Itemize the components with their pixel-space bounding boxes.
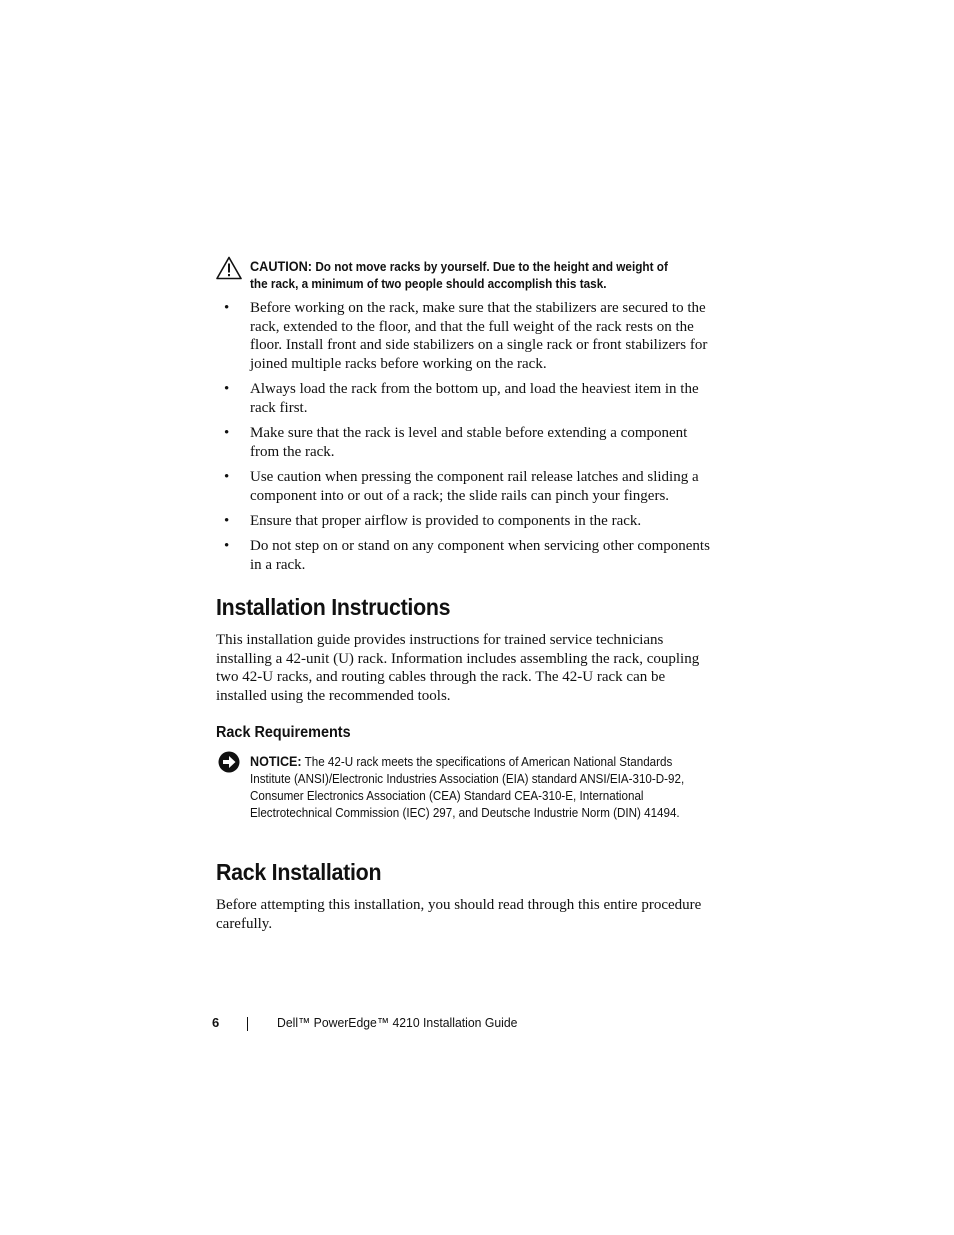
list-item: • Ensure that proper airflow is provided to components in the rack. (224, 513, 642, 530)
section-body-rack-installation: Before attempting this installation, you should read through this entire procedure carefully. (216, 897, 702, 932)
list-item: • Do not step on or stand on any component when servicing other components in a rack. (224, 538, 710, 573)
footer-divider (247, 1017, 248, 1031)
notice-label: NOTICE: (250, 754, 302, 769)
section-heading-rack-installation: Rack Installation (216, 859, 382, 885)
list-item: • Before working on the rack, make sure that the stabilizers are secured to the rack, extended to the floor, and that the full weight of the rack rests on the floor. Install front and side stabilizers on a single rack or front stabilizers for joined multiple racks before working on the rack. (224, 300, 708, 373)
notice-message: The 42-U rack meets the specifications of American National Standards Institute (ANSI)/Electronic Industries Association (EIA) standard ANSI/EIA-310-D-92, Consumer Electronics Association (CEA) Standard CEA-310-E, International Electrotechnical Commission (IEC) 297, and Deutsche Industrie Norm (DIN) 41494. (250, 755, 685, 820)
safety-bullet-list (216, 299, 716, 581)
caution-message: Do not move racks by yourself. Due to the height and weight of the rack, a minimum of two people should accomplish this task. (250, 260, 668, 291)
notice-text (250, 753, 692, 822)
notice-arrow-icon (218, 751, 240, 773)
section-heading-installation-instructions: Installation Instructions (216, 594, 451, 620)
caution-triangle-icon (216, 256, 242, 280)
list-item: • Always load the rack from the bottom up, and load the heaviest item in the rack first. (224, 381, 699, 417)
caution-label: CAUTION: (250, 259, 313, 274)
caution-text (250, 258, 688, 293)
list-item: • Make sure that the rack is level and stable before extending a component from the rack. (224, 425, 688, 460)
footer-title: Dell™ PowerEdge™ 4210 Installation Guide (277, 1015, 518, 1030)
page-number: 6 (212, 1015, 220, 1030)
section-body-installation-instructions: This installation guide provides instructions for trained service technicians installing a 42-unit (U) rack. Information includes assembling the rack, coupling two 42-U racks, and routing cables through the rack. The 42-U rack can be installed using the recommended tools. (216, 632, 700, 705)
subsection-heading-rack-requirements: Rack Requirements (216, 724, 351, 741)
list-item: • Use caution when pressing the component rail release latches and sliding a component into or out of a rack; the slide rails can pinch your fingers. (224, 469, 699, 504)
